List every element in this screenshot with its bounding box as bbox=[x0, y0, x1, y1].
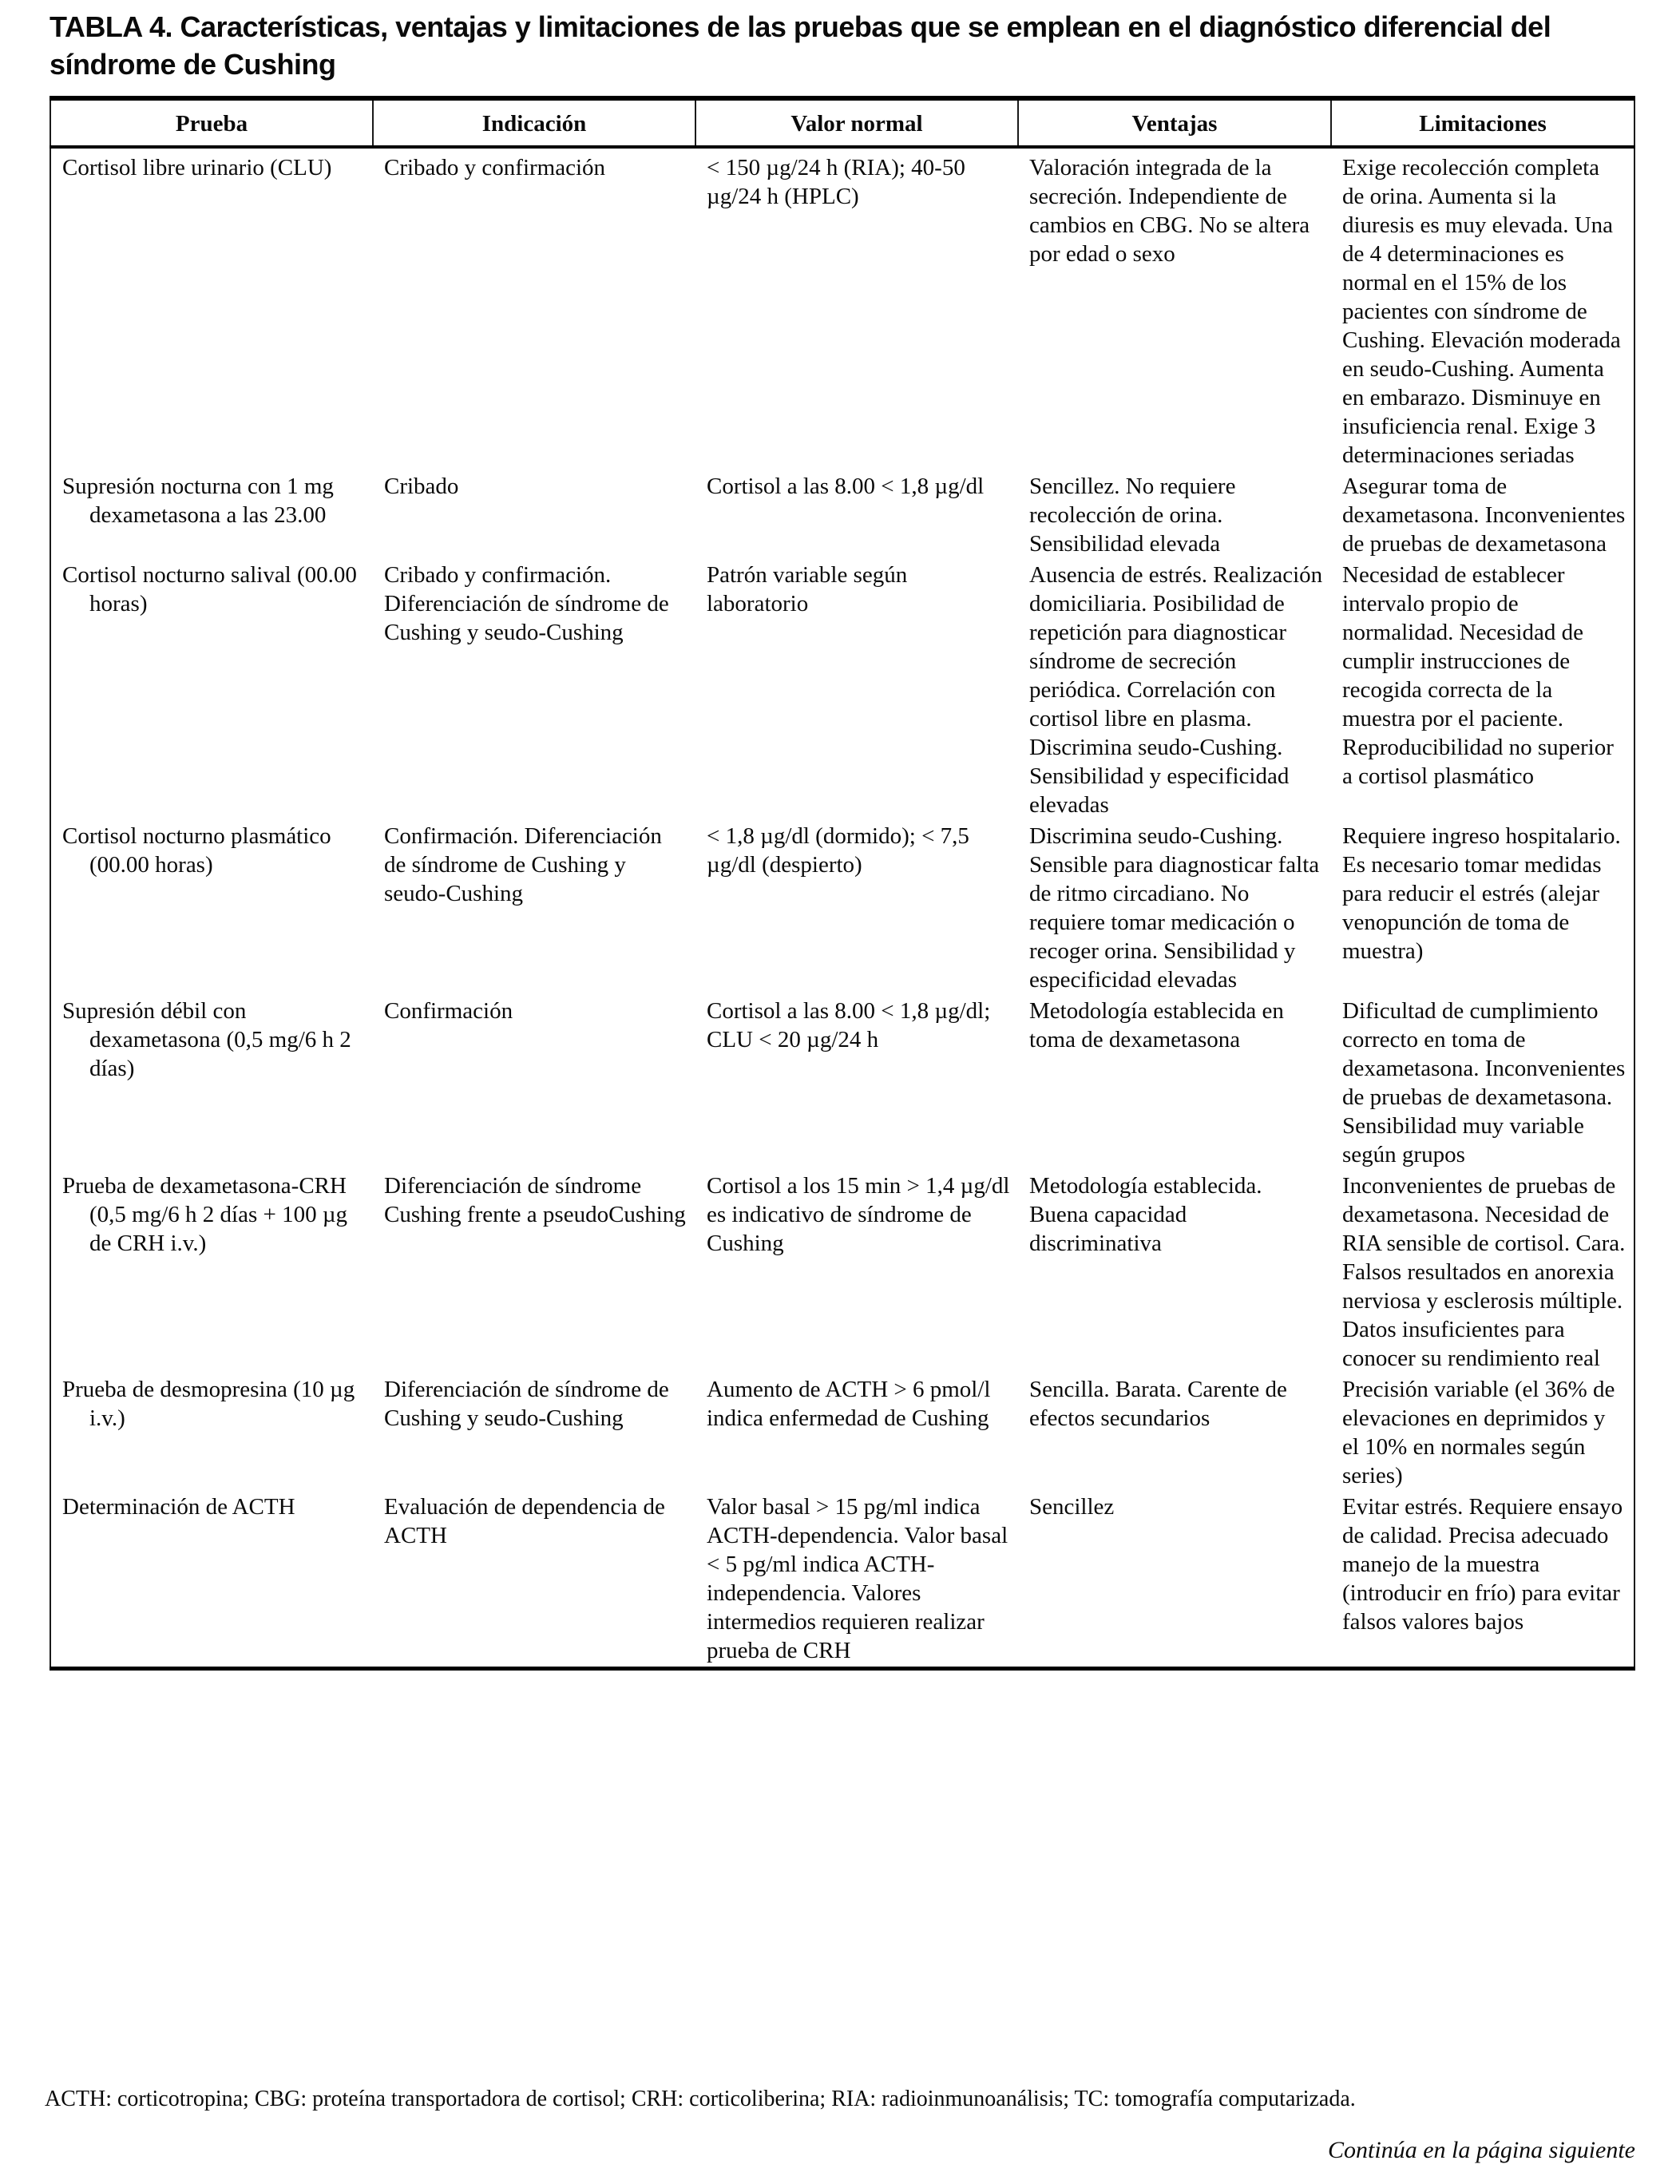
cell-prueba: Prueba de dexametasona-CRH (0,5 mg/6 h 2 días + 100 µg de CRH i.v.) bbox=[62, 1173, 348, 1256]
table-row bbox=[50, 147, 1634, 471]
cell-limitaciones: Exige recolección completa de orina. Aumenta si la diuresis es muy elevada. Una de 4 determinaciones es normal en el 15% de los pacientes con síndrome de Cushing. Elevación moderada en seudo-Cushing. Aumenta en embarazo. Disminuye en insuficiencia renal. Exige 3 determinaciones seriadas bbox=[1342, 155, 1621, 468]
cell-ventajas: Discrimina seudo-Cushing. Sensible para diagnosticar falta de ritmo circadiano. No requiere tomar medicación o recoger orina. Sensibilidad y especificidad elevadas bbox=[1029, 823, 1320, 993]
table-body bbox=[50, 147, 1634, 1669]
cell-valor-normal: < 150 µg/24 h (RIA); 40-50 µg/24 h (HPLC) bbox=[707, 155, 965, 209]
cell-prueba: Cortisol nocturno salival (00.00 horas) bbox=[62, 562, 357, 616]
cell-ventajas: Sencilla. Barata. Carente de efectos secundarios bbox=[1029, 1377, 1287, 1431]
cell-indicacion: Cribado y confirmación. Diferenciación de síndrome de Cushing y seudo-Cushing bbox=[384, 562, 669, 645]
cell-ventajas: Sencillez. No requiere recolección de orina. Sensibilidad elevada bbox=[1029, 474, 1236, 557]
cell-limitaciones: Precisión variable (el 36% de elevaciones en deprimidos y el 10% en normales según series) bbox=[1342, 1377, 1615, 1488]
cell-indicacion: Cribado bbox=[384, 474, 459, 499]
table-row bbox=[50, 1171, 1634, 1374]
table-row bbox=[50, 821, 1634, 996]
table-row bbox=[50, 471, 1634, 560]
cell-valor-normal: Aumento de ACTH > 6 pmol/l indica enfermedad de Cushing bbox=[707, 1377, 991, 1431]
table-title: TABLA 4. Características, ventajas y limitaciones de las pruebas que se emplean en el diagnóstico diferencial del síndrome de Cushing bbox=[50, 10, 1551, 81]
table-row bbox=[50, 1374, 1634, 1492]
cell-prueba: Determinación de ACTH bbox=[62, 1494, 295, 1520]
cell-prueba: Prueba de desmopresina (10 µg i.v.) bbox=[62, 1377, 355, 1431]
cell-valor-normal: Cortisol a las 8.00 < 1,8 µg/dl bbox=[707, 474, 985, 499]
cell-prueba: Cortisol nocturno plasmático (00.00 horas) bbox=[62, 823, 331, 878]
cell-indicacion: Diferenciación de síndrome Cushing frente a pseudoCushing bbox=[384, 1173, 686, 1227]
cell-limitaciones: Evitar estrés. Requiere ensayo de calidad. Precisa adecuado manejo de la muestra (introducir en frío) para evitar falsos valores bajos bbox=[1342, 1494, 1623, 1635]
continuation-note: Continúa en la página siguiente bbox=[1328, 2137, 1635, 2163]
cell-valor-normal: < 1,8 µg/dl (dormido); < 7,5 µg/dl (despierto) bbox=[707, 823, 969, 878]
header-row bbox=[50, 98, 1634, 147]
cell-limitaciones: Inconvenientes de pruebas de dexametasona. Necesidad de RIA sensible de cortisol. Cara. Falsos resultados en anorexia nerviosa y esclerosis múltiple. Datos insuficientes para conocer su rendimiento real bbox=[1342, 1173, 1626, 1371]
cell-indicacion: Confirmación. Diferenciación de síndrome de Cushing y seudo-Cushing bbox=[384, 823, 662, 906]
cell-indicacion: Diferenciación de síndrome de Cushing y seudo-Cushing bbox=[384, 1377, 669, 1431]
abbreviations-footnote: ACTH: corticotropina; CBG: proteína transportadora de cortisol; CRH: corticoliberina; RIA: radioinmunoanálisis; TC: tomografía computarizada. bbox=[45, 2087, 1356, 2111]
column-header-limitaciones: Limitaciones bbox=[1331, 98, 1634, 147]
cell-valor-normal: Valor basal > 15 pg/ml indica ACTH-dependencia. Valor basal < 5 pg/ml indica ACTH-independencia. Valores intermedios requieren realizar prueba de CRH bbox=[707, 1494, 1008, 1663]
cell-ventajas: Metodología establecida en toma de dexametasona bbox=[1029, 998, 1284, 1052]
cell-indicacion: Evaluación de dependencia de ACTH bbox=[384, 1494, 665, 1548]
cell-indicacion: Confirmación bbox=[384, 998, 513, 1024]
table-header bbox=[50, 98, 1634, 147]
cell-prueba: Supresión débil con dexametasona (0,5 mg/6 h 2 días) bbox=[62, 998, 351, 1081]
cell-valor-normal: Cortisol a los 15 min > 1,4 µg/dl es indicativo de síndrome de Cushing bbox=[707, 1173, 1010, 1256]
cell-indicacion: Cribado y confirmación bbox=[384, 155, 606, 180]
cell-prueba: Supresión nocturna con 1 mg dexametasona a las 23.00 bbox=[62, 474, 334, 528]
column-header-ventajas: Ventajas bbox=[1018, 98, 1331, 147]
table-row bbox=[50, 1492, 1634, 1669]
cell-limitaciones: Asegurar toma de dexametasona. Inconvenientes de pruebas de dexametasona bbox=[1342, 474, 1626, 557]
cell-limitaciones: Necesidad de establecer intervalo propio de normalidad. Necesidad de cumplir instrucciones de recogida correcta de la muestra por el paciente. Reproducibilidad no superior a cortisol plasmático bbox=[1342, 562, 1614, 789]
cell-prueba: Cortisol libre urinario (CLU) bbox=[62, 155, 332, 180]
cell-valor-normal: Cortisol a las 8.00 < 1,8 µg/dl; CLU < 20 µg/24 h bbox=[707, 998, 991, 1052]
table-row bbox=[50, 996, 1634, 1171]
cell-ventajas: Valoración integrada de la secreción. Independiente de cambios en CBG. No se altera por edad o sexo bbox=[1029, 155, 1310, 267]
column-header-indicacion: Indicación bbox=[373, 98, 695, 147]
cushing-diagnostic-tests-table bbox=[50, 96, 1635, 1671]
cell-valor-normal: Patrón variable según laboratorio bbox=[707, 562, 908, 616]
cell-ventajas: Ausencia de estrés. Realización domiciliaria. Posibilidad de repetición para diagnosticar síndrome de secreción periódica. Correlación con cortisol libre en plasma. Discrimina seudo-Cushing. Sensibilidad y especificidad elevadas bbox=[1029, 562, 1323, 818]
cell-limitaciones: Dificultad de cumplimiento correcto en toma de dexametasona. Inconvenientes de pruebas de dexametasona. Sensibilidad muy variable según grupos bbox=[1342, 998, 1626, 1167]
column-header-valor-normal: Valor normal bbox=[695, 98, 1018, 147]
cell-limitaciones: Requiere ingreso hospitalario. Es necesario tomar medidas para reducir el estrés (alejar venopunción de toma de muestra) bbox=[1342, 823, 1621, 964]
cell-ventajas: Sencillez bbox=[1029, 1494, 1115, 1520]
table-row bbox=[50, 560, 1634, 821]
column-header-prueba: Prueba bbox=[50, 98, 373, 147]
cell-ventajas: Metodología establecida. Buena capacidad discriminativa bbox=[1029, 1173, 1262, 1256]
